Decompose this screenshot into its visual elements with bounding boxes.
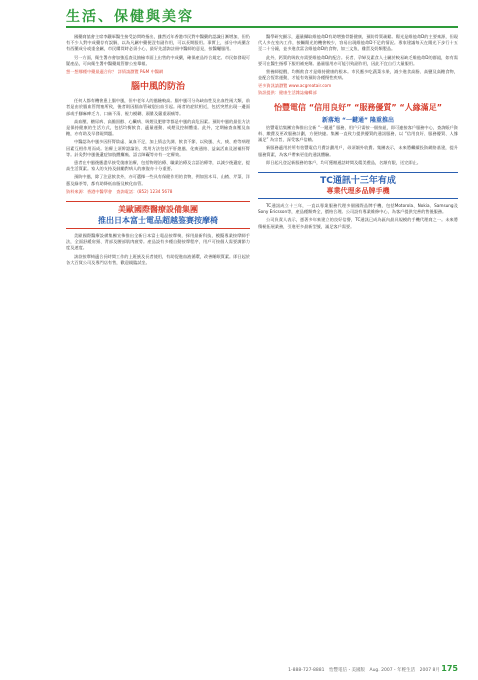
paragraph: 怡豐電信集團宣佈推出全新 “一鍵通” 服務，用戶只需按一個按鈕，即可連接客戶服務中心，查詢賬戶資料、繳費及更改服務計劃，方便快捷。集團一直致力提供優質的通訊服務，以 “信用良好、服務優質、人緣滿足” 為宗旨，深受客戶信賴。 — [258, 124, 458, 143]
header-divider — [66, 26, 458, 28]
paragraph: 患者在中風後應盡早接受復康治療，包括物理治療、職業治療及言語治療等，以減少後遺症，提高生活質素。家人的支持及鼓勵對病人的康復亦十分重要。 — [66, 160, 250, 172]
ad-headline-line1: 美歐國際醫療設備集團 — [118, 205, 198, 215]
paragraph: 任何人都有機會患上腦中風，但中老年人的風險較高。腦中風可分為缺血性及出血性兩大類，前者是由於腦血管閉塞所致，後者則因腦血管破裂出血引起。兩者的症狀相近，包括突然出現一邊面部或手腳麻痺乏力、口齒不清、視力模糊、頭暈及嚴重頭痛等。 — [66, 98, 250, 116]
paragraph: 另一方面，衛生署亦會加強巡查及抽檢市面上出售的中成藥，確保產品符合規定。市民如發現可疑產品，可向衛生署中醫藥規管辦公室舉報。 — [66, 54, 250, 66]
paragraph: 營養師提醒，均衡飲食才是維持健康的根本。市民應多吃蔬菜水果，減少進食高脂、高鹽及高糖食物，並配合恆常運動，才能有效預防各種慢性疾病。 — [258, 69, 458, 81]
headline-tc: TC通訊十三年有成 — [320, 176, 396, 187]
source-link[interactable]: 資訊提供：健康生活雜誌編輯部 — [258, 89, 317, 95]
ad-headline — [66, 201, 250, 229]
headline-tc-subtitle: 專業代理多品牌手機 — [326, 187, 390, 196]
page-number: 175 — [441, 664, 458, 673]
paragraph: 高血壓、糖尿病、高膽固醇、心臟病、吸煙及肥胖等都是中風的高危因素。預防中風的最佳方法是保持健康的生活方式，包括均衡飲食、適量運動、戒煙及控制體重。此外，定期檢查血壓及血糖，亦有助及早發現問題。 — [66, 118, 250, 137]
paragraph: 美歐國際醫療設備集團宣佈推出全新日本富士電品按摩椅，採用最新科技，模擬專業按摩師手法，全面舒緩肩頸、背部及腰部肌肉疲勞。產品設有多種自動按摩程序，用戶可按個人需要調節力度及速度。 — [66, 233, 250, 251]
paragraph: 中醫認為中風多因肝腎陰虛、氣血不足，加上情志失調、飲食不節，以致風、火、痰、瘀等病理因素互相作用而成。治療上須辨證論治，常用方法包括平肝熄風、化痰通絡、益氣活血及滋補肝腎等。針灸對中風後遺症如肢體癱瘓、語言障礙等亦有一定療效。 — [66, 139, 250, 157]
paragraph: 公司負責人表示，憑著多年來建立的良好信譽，TC通訊已成為區內最具規模的手機代理商之一。未來將積極拓展業務，引進更多最新型號，滿足客戶需要。 — [258, 217, 458, 229]
paragraph: TC通訊成立十三年，一直以專業服務代理多個國際品牌手機，包括Motorola、Nokia、Samsung及Sony Ericsson等，產品種類齊全，價格合理。公司設有專業維修中心，為客戶提供完善的售後服務。 — [258, 203, 458, 215]
right-column — [258, 34, 458, 232]
paragraph: 新服務適用於所有怡豐電信月費計劃用戶，毋須額外收費。集團表示，未來將繼續投資網絡基建，提升服務質素，為客戶帶來更佳的通訊體驗。 — [258, 145, 458, 157]
headline-stroke: 腦中風的防治 — [130, 82, 185, 93]
paragraph: 國藥商協會主席李鐵軍醫生接受訪問時指出，雖然近年香港市民對中醫藥的認識日漸增加，但仍有不少人對中成藥存有誤解，以為凡屬中藥便沒有副作用，可以長期服用。事實上，部分中成藥含有西藥成分或重金屬，市民購買時必須小心，最好先諮詢註冊中醫師的意見，按醫囑服用。 — [66, 34, 250, 52]
headline-telecom: 怡豐電信 “信用良好” “服務優質” “人緣滿足” — [274, 102, 442, 112]
paragraph: 該款按摩椅適合長時間工作的上班族及長者使用，有助促進血液循環，改善睡眠質素。即日起於各大百貨公司及專門店有售，歡迎親臨試坐。 — [66, 253, 250, 265]
left-column — [66, 34, 250, 268]
paragraph: 醫學研究顯示，適量攝取維他命D有助增強骨骼健康，預防骨質疏鬆。陽光是維他命D的主要來源，但現代人多在室內工作，接觸陽光的機會較少，容易出現維他命D不足的情況。專家建議每天在陽光下步行十五至二十分鐘，並多進食富含維他命D的食物，如三文魚、雞蛋及奶類製品。 — [258, 34, 458, 52]
paragraph: 即日起凡登記新服務的客戶，均可獲贈通話時間及精美禮品，名額有限，送完即止。 — [266, 159, 421, 165]
page-footer — [258, 664, 458, 673]
footer-text: 1-888-727-8881 怡豐電信・美國版 Aug. 2007・年輕生活 2007 8月 — [288, 668, 440, 673]
ad-headline-line2: 推出日本富士電品超越鉴赛按摩椅 — [98, 216, 218, 226]
reference-link[interactable]: 資料來源：香港中醫學會 查詢電話：(852) 1234 5678 — [66, 188, 173, 194]
website-link[interactable]: 更多資訊請瀏覽 www.acgreatair.com — [258, 83, 332, 89]
section-title: 生活、保健與美容 — [66, 9, 194, 25]
paragraph: 此外，鈣質的吸收亦需要維他命D的配合。長者、孕婦及素食人士屬於較易缺乏維他命D的群組，如有需要可在醫生指導下服用補充劑。過量服用亦可能引致副作用，因此不宜自行大量服用。 — [258, 54, 458, 66]
reference-link[interactable]: 想一想哪種中藥最適合你？ 詳情請瀏覽 P&M 中醫網 — [66, 69, 164, 75]
paragraph: 預防中風，除了注意飲食外，亦可選擇一些具有保健作用的食物，例如黑木耳、山楂、芹菜、洋蔥及綠茶等，都有助降低血脂及軟化血管。 — [66, 174, 250, 186]
tc-headline-box — [258, 172, 458, 199]
headline-telecom-subtitle: 新落地 “一鍵通” 隆重推出 — [321, 116, 395, 124]
